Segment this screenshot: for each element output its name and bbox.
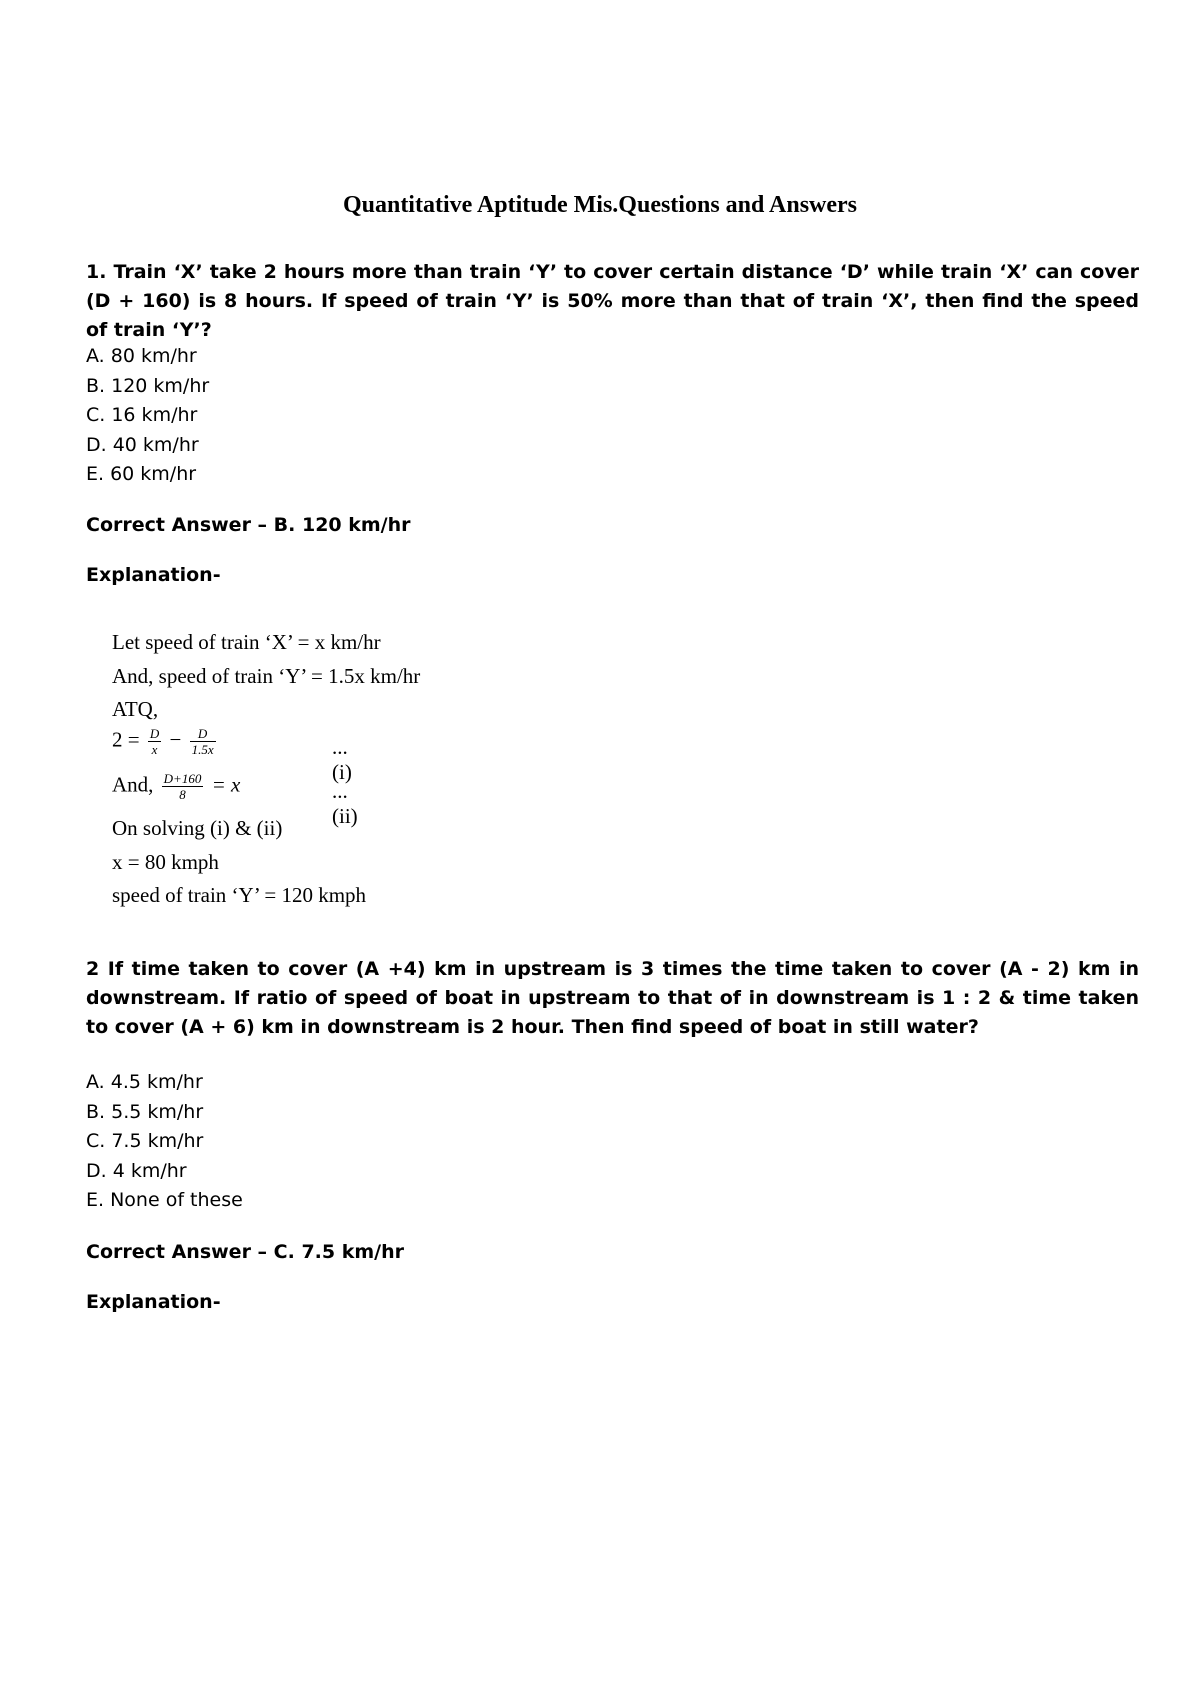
explanation-line: speed of train ‘Y’ = 120 kmph xyxy=(112,883,367,907)
question-1-correct-answer: Correct Answer – B. 120 km/hr xyxy=(86,514,411,536)
question-2-text: 2 If time taken to cover (A +4) km in upstream is 3 times the time taken to cover (A - 2) km in downstream. If ratio of speed of boat in upstream to that of in downstream is 1 : 2 & time taken to cover (A + 6) km in downstream is 2 hour. Then find speed of boat in still water? xyxy=(86,958,1139,1038)
option-c: C. 7.5 km/hr xyxy=(86,1130,204,1152)
equation-2 xyxy=(112,771,240,802)
equation-2-prefix: And, xyxy=(112,772,154,797)
option-d: D. 40 km/hr xyxy=(86,433,199,456)
minus-sign: − xyxy=(169,727,182,752)
explanation-line: Let speed of train ‘X’ = x km/hr xyxy=(112,630,381,654)
option-e: E. None of these xyxy=(86,1189,243,1211)
option-a: A. 4.5 km/hr xyxy=(86,1071,203,1093)
equation-1 xyxy=(112,726,219,757)
question-2-options xyxy=(86,1068,243,1216)
equation-1-tag: ...(i) xyxy=(332,735,352,784)
page-title: Quantitative Aptitude Mis.Questions and Answers xyxy=(342,192,858,218)
explanation-line: On solving (i) & (ii) xyxy=(112,816,283,840)
option-a: A. 80 km/hr xyxy=(86,345,197,367)
explanation-line: x = 80 kmph xyxy=(112,850,219,874)
equation-1-lhs: 2 = xyxy=(112,727,140,752)
equation-2-tag: ...(ii) xyxy=(332,779,358,828)
explanation-line: ATQ, xyxy=(112,697,159,721)
option-b: B. 5.5 km/hr xyxy=(86,1100,204,1123)
question-2-explanation-heading: Explanation- xyxy=(86,1291,221,1313)
fraction-d-plus-160-over-8: $\frac{D+160}{8}$ xyxy=(163,771,202,802)
option-b: B. 120 km/hr xyxy=(86,374,210,397)
option-c: C. 16 km/hr xyxy=(86,404,198,426)
fraction-d-over-x: $\frac{D}{x}$ xyxy=(149,726,160,757)
option-d: D. 4 km/hr xyxy=(86,1159,187,1182)
option-e: E. 60 km/hr xyxy=(86,463,197,485)
fraction-d-over-1-5x: $\frac{D}{1.5x}$ xyxy=(191,726,214,757)
question-1-text: 1. Train ‘X’ take 2 hours more than train ‘Y’ to cover certain distance ‘D’ while train ‘X’ can cover (D + 160) is 8 hours. If speed of train ‘Y’ is 50% more than that of train ‘X’, then find the speed of train ‘Y’? xyxy=(86,261,1139,341)
question-2-correct-answer: Correct Answer – C. 7.5 km/hr xyxy=(86,1241,404,1263)
explanation-line: And, speed of train ‘Y’ = 1.5x km/hr xyxy=(112,664,421,688)
question-1-options xyxy=(86,342,209,490)
question-1-explanation-heading: Explanation- xyxy=(86,564,221,586)
equation-2-rhs: = x xyxy=(211,772,241,797)
